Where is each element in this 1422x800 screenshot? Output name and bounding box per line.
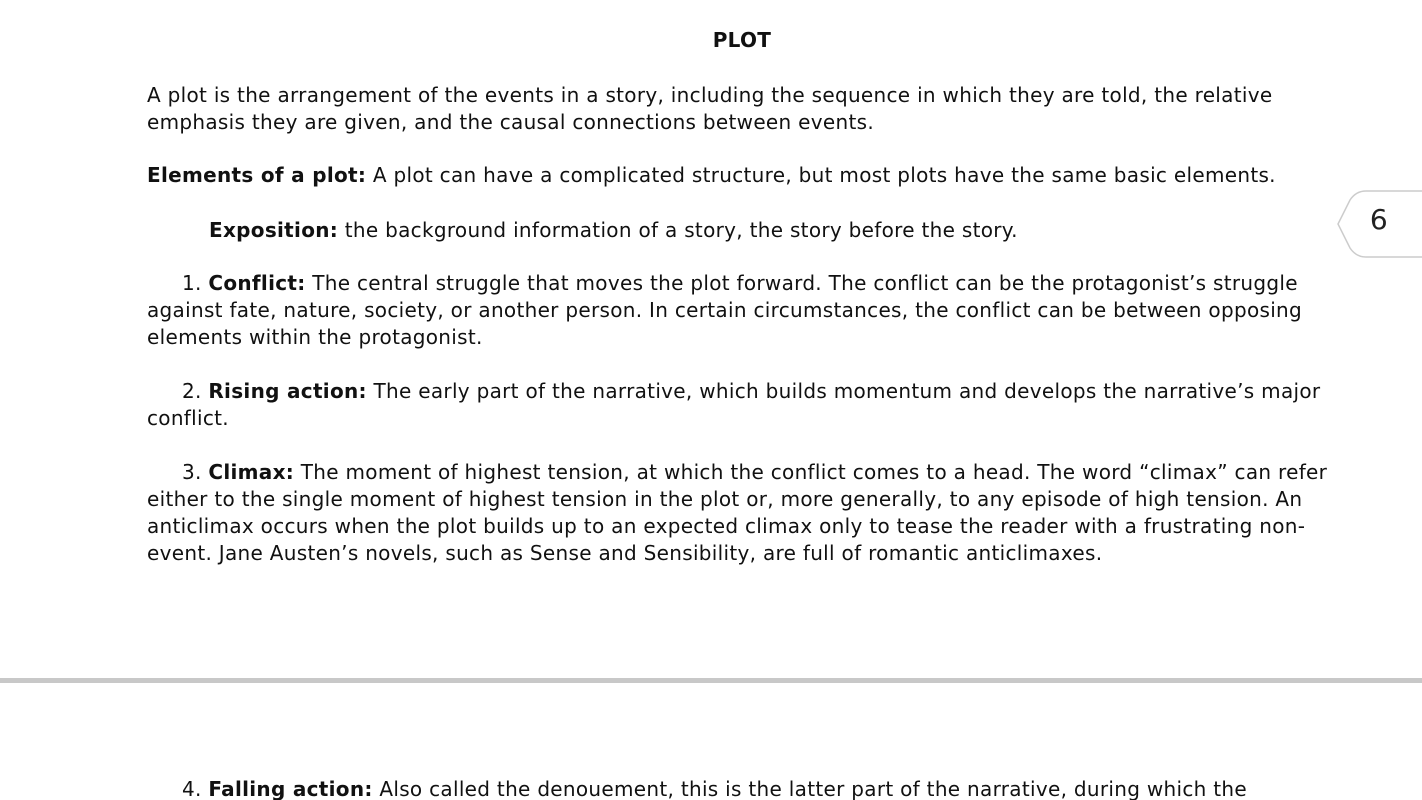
list-item-conflict xyxy=(147,270,1337,351)
page-title: PLOT xyxy=(712,28,772,52)
list-item-falling-action xyxy=(147,776,1337,800)
list-item-climax xyxy=(147,459,1337,567)
list-text: The moment of highest tension, at which the conflict comes to a head. The word “climax” can refer either to the single moment of highest tension in the plot or, more generally, to any episode of high tension. An anticlimax occurs when the plot builds up to an expected climax only to tease the reader with a frustrating non-event. Jane Austen’s novels, such as Sense and Sensibility, are full of romantic anticlimaxes. xyxy=(147,460,1328,565)
elements-text: A plot can have a complicated structure, but most plots have the same basic elements. xyxy=(372,163,1276,187)
list-term: Rising action: xyxy=(208,379,367,403)
list-number: 2. xyxy=(182,379,202,403)
list-term: Conflict: xyxy=(208,271,306,295)
list-number: 1. xyxy=(182,271,202,295)
intro-paragraph: A plot is the arrangement of the events in a story, including the sequence in which they are told, the relative emphasis they are given, and the causal connections between events. xyxy=(147,83,1273,134)
list-text: The early part of the narrative, which builds momentum and develops the narrative’s major conflict. xyxy=(147,379,1321,430)
exposition-term: Exposition: xyxy=(209,218,339,242)
page-number: 6 xyxy=(1369,203,1388,236)
list-number: 3. xyxy=(182,460,202,484)
exposition-paragraph xyxy=(209,217,1309,244)
list-number: 4. xyxy=(182,777,202,800)
list-text: Also called the denouement, this is the latter part of the narrative, during which the xyxy=(379,777,1248,800)
list-term: Climax: xyxy=(208,460,295,484)
list-term: Falling action: xyxy=(208,777,373,800)
exposition-text: the background information of a story, the story before the story. xyxy=(344,218,1018,242)
elements-paragraph xyxy=(147,162,1337,189)
list-item-rising-action xyxy=(147,378,1337,432)
next-page xyxy=(0,683,1422,800)
elements-term: Elements of a plot: xyxy=(147,163,367,187)
list-text: The central struggle that moves the plot forward. The conflict can be the protagonist’s struggle against fate, nature, society, or another person. In certain circumstances, the conflict can be between opposing elements within the protagonist. xyxy=(147,271,1303,349)
